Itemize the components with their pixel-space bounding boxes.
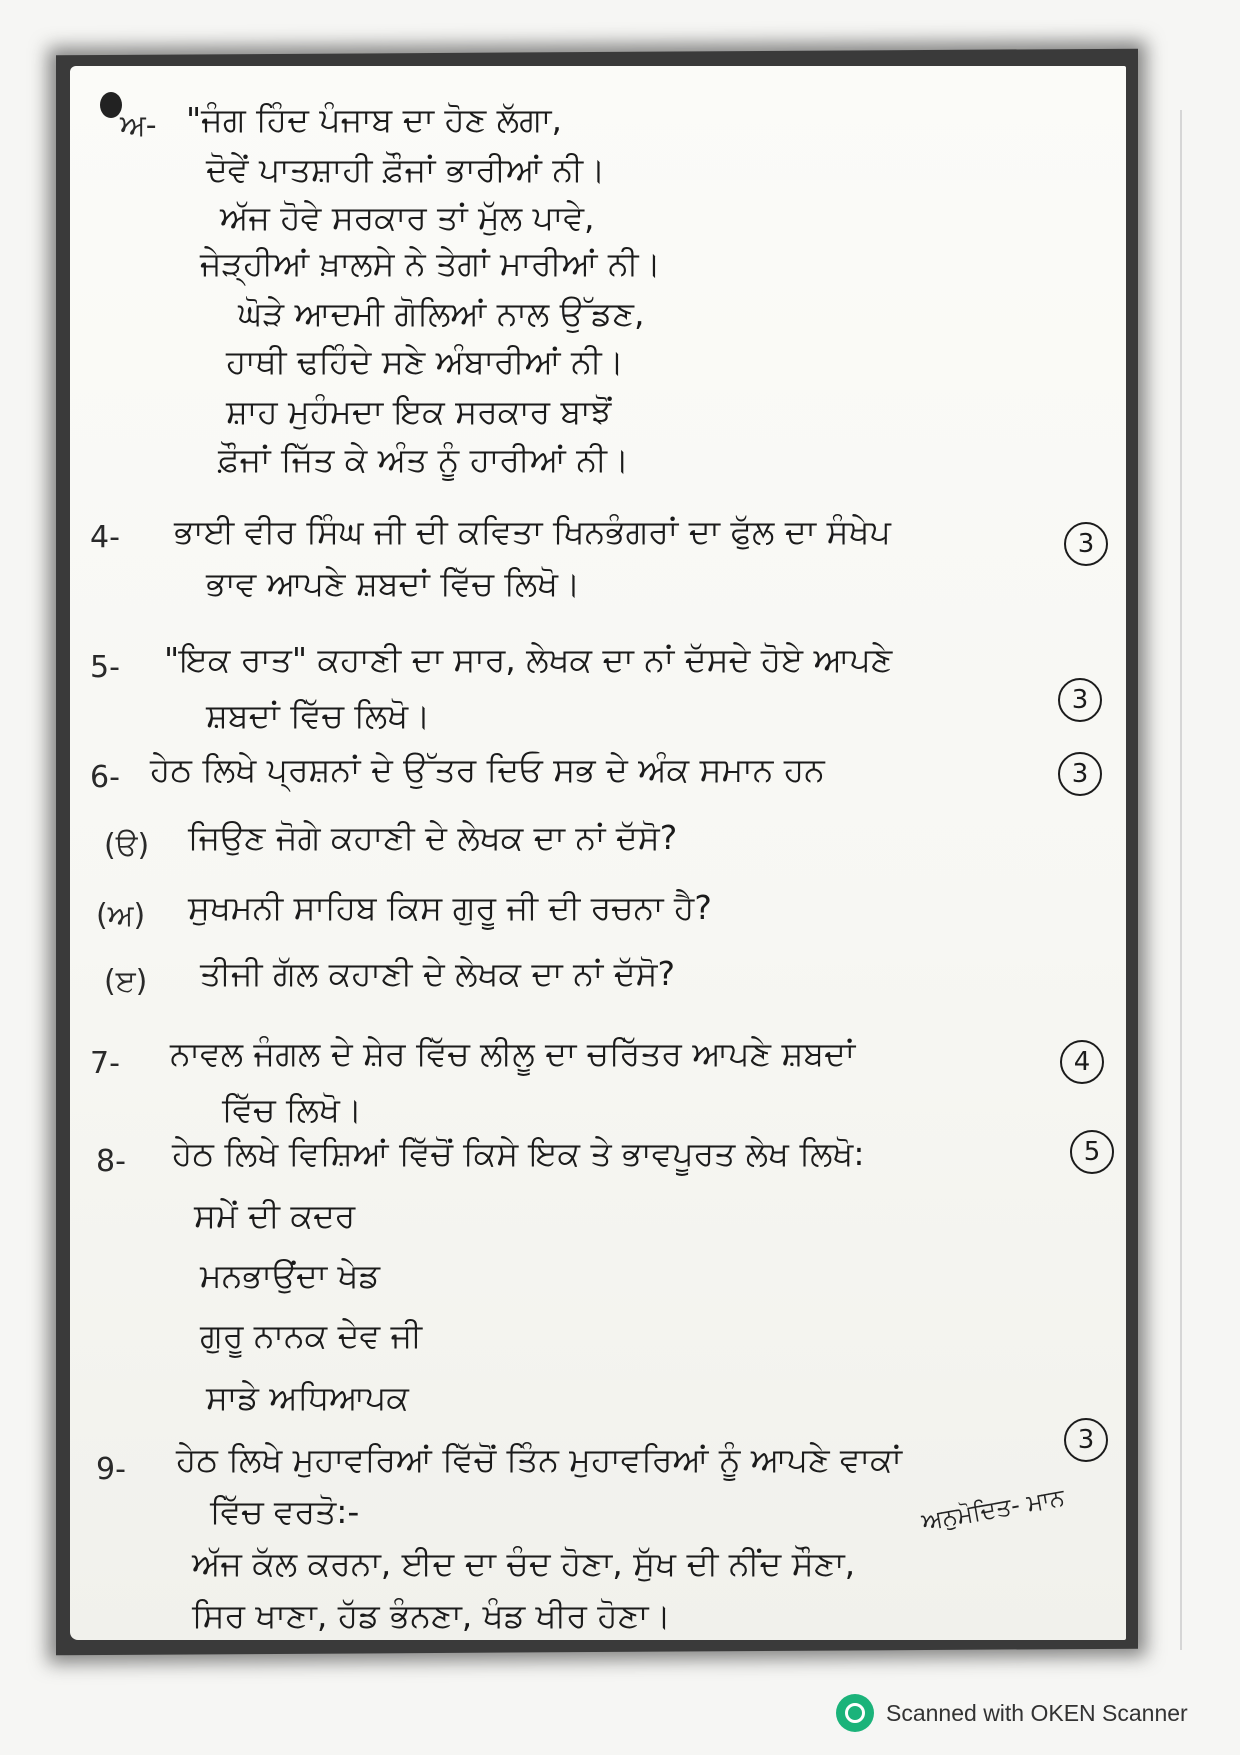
question-number: 7- — [90, 1046, 120, 1081]
verse-line: ਦੋਵੇਂ ਪਾਤਸ਼ਾਹੀ ਫ਼ੌਜਾਂ ਭਾਰੀਆਂ ਨੀ। — [206, 150, 606, 189]
marks-badge: 4 — [1060, 1040, 1104, 1084]
marks-badge: 3 — [1064, 522, 1108, 566]
question-number: 9- — [96, 1452, 126, 1487]
sub-question-label: (ੳ) — [104, 828, 150, 863]
verse-line: "ਜੰਗ ਹਿੰਦ ਪੰਜਾਬ ਦਾ ਹੋਣ ਲੱਗਾ, — [186, 100, 562, 139]
essay-topic: ਮਨਭਾਉਂਦਾ ਖੇਡ — [200, 1256, 381, 1295]
scanner-logo-icon — [836, 1694, 874, 1732]
question-text: ਸ਼ਬਦਾਂ ਵਿੱਚ ਲਿਖੋ। — [206, 696, 431, 735]
question-number: 4- — [90, 520, 120, 555]
essay-topic: ਸਾਡੇ ਅਧਿਆਪਕ — [206, 1378, 409, 1417]
scanner-footer-text: Scanned with OKEN Scanner — [886, 1699, 1188, 1726]
question-number: ਅ- — [120, 108, 157, 143]
verse-line: ਹਾਥੀ ਢਹਿੰਦੇ ਸਣੇ ਅੰਬਾਰੀਆਂ ਨੀ। — [226, 342, 624, 381]
marks-badge: 5 — [1070, 1130, 1114, 1174]
marks-badge: 3 — [1058, 752, 1102, 796]
verse-line: ਘੋੜੇ ਆਦਮੀ ਗੋਲਿਆਂ ਨਾਲ ਉੱਡਣ, — [238, 294, 645, 333]
verse-line: ਅੱਜ ਹੋਵੇ ਸਰਕਾਰ ਤਾਂ ਮੁੱਲ ਪਾਵੇ, — [220, 198, 595, 237]
question-number: 8- — [96, 1144, 126, 1179]
question-text: ਵਿੱਚ ਲਿਖੋ। — [222, 1090, 363, 1129]
essay-topic: ਗੁਰੂ ਨਾਨਕ ਦੇਵ ਜੀ — [200, 1316, 423, 1355]
verse-line: ਸ਼ਾਹ ਮੁਹੰਮਦਾ ਇਕ ਸਰਕਾਰ ਬਾਝੋਂ — [226, 392, 612, 431]
essay-topic: ਸਮੇਂ ਦੀ ਕਦਰ — [194, 1196, 356, 1235]
question-text: ਭਾਈ ਵੀਰ ਸਿੰਘ ਜੀ ਦੀ ਕਵਿਤਾ ਖਿਨਭੰਗਰਾਂ ਦਾ ਫੁੱਲ ਦਾ ਸੰਖੇਪ — [174, 512, 891, 551]
sub-question-text: ਸੁਖਮਨੀ ਸਾਹਿਬ ਕਿਸ ਗੁਰੂ ਜੀ ਦੀ ਰਚਨਾ ਹੈ? — [188, 888, 712, 927]
idiom-list: ਸਿਰ ਖਾਣਾ, ਹੱਡ ਭੰਨਣਾ, ਖੰਡ ਖੀਰ ਹੋਣਾ। — [192, 1596, 671, 1635]
question-text: ਹੇਠ ਲਿਖੇ ਵਿਸ਼ਿਆਂ ਵਿੱਚੋਂ ਕਿਸੇ ਇਕ ਤੇ ਭਾਵਪੂਰਤ ਲੇਖ ਲਿਖੋ: — [172, 1134, 865, 1173]
approval-signature: ਅਨੁਮੋਦਿਤ- ਮਾਨ — [919, 1483, 1067, 1536]
verse-line: ਜੇੜ੍ਹੀਆਂ ਖ਼ਾਲਸੇ ਨੇ ਤੇਗਾਂ ਮਾਰੀਆਂ ਨੀ। — [200, 244, 661, 283]
question-number: 5- — [90, 650, 120, 685]
idiom-list: ਅੱਜ ਕੱਲ ਕਰਨਾ, ਈਦ ਦਾ ਚੰਦ ਹੋਣਾ, ਸੁੱਖ ਦੀ ਨੀਂਦ ਸੌਣਾ, — [192, 1544, 856, 1583]
scanner-footer — [836, 1693, 1188, 1733]
question-number: 6- — [90, 760, 120, 795]
question-text: "ਇਕ ਰਾਤ" ਕਹਾਣੀ ਦਾ ਸਾਰ, ਲੇਖਕ ਦਾ ਨਾਂ ਦੱਸਦੇ ਹੋਏ ਆਪਣੇ — [164, 640, 893, 679]
question-text: ਹੇਠ ਲਿਖੇ ਪ੍ਰਸ਼ਨਾਂ ਦੇ ਉੱਤਰ ਦਿਓ ਸਭ ਦੇ ਅੰਕ ਸਮਾਨ ਹਨ — [150, 750, 825, 789]
punch-hole — [100, 92, 122, 118]
sub-question-label: (ਅ) — [96, 898, 146, 933]
marks-badge: 3 — [1064, 1418, 1108, 1462]
sub-question-label: (ੲ) — [104, 964, 148, 999]
sub-question-text: ਤੀਜੀ ਗੱਲ ਕਹਾਣੀ ਦੇ ਲੇਖਕ ਦਾ ਨਾਂ ਦੱਸੋ? — [200, 954, 676, 993]
question-text: ਭਾਵ ਆਪਣੇ ਸ਼ਬਦਾਂ ਵਿੱਚ ਲਿਖੋ। — [206, 564, 581, 603]
question-text: ਵਿੱਚ ਵਰਤੋ:- — [210, 1492, 360, 1531]
page-edge-line — [1180, 110, 1182, 1650]
question-text: ਨਾਵਲ ਜੰਗਲ ਦੇ ਸ਼ੇਰ ਵਿੱਚ ਲੀਲੂ ਦਾ ਚਰਿੱਤਰ ਆਪਣੇ ਸ਼ਬਦਾਂ — [170, 1034, 856, 1073]
sub-question-text: ਜਿਉਣ ਜੋਗੇ ਕਹਾਣੀ ਦੇ ਲੇਖਕ ਦਾ ਨਾਂ ਦੱਸੋ? — [188, 818, 678, 857]
marks-badge: 3 — [1058, 678, 1102, 722]
verse-line: ਫ਼ੌਜਾਂ ਜਿੱਤ ਕੇ ਅੰਤ ਨੂੰ ਹਾਰੀਆਂ ਨੀ। — [218, 440, 630, 479]
question-text: ਹੇਠ ਲਿਖੇ ਮੁਹਾਵਰਿਆਂ ਵਿੱਚੋਂ ਤਿੰਨ ਮੁਹਾਵਰਿਆਂ ਨੂੰ ਆਪਣੇ ਵਾਕਾਂ — [176, 1440, 902, 1479]
